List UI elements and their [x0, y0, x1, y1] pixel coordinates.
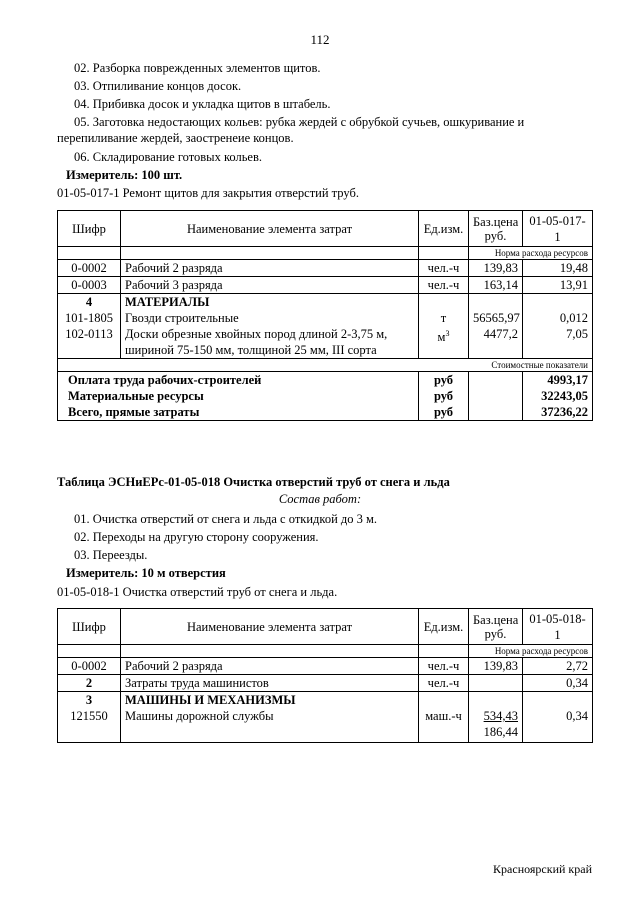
total-row: Оплата труда рабочих-строителей руб 4993,17 — [58, 372, 593, 389]
page-number: 112 — [310, 32, 330, 47]
header-item-code: 01-05-018-1 — [523, 609, 593, 645]
table-caption: Таблица ЭСНиЕРс-01-05-018 Очистка отверстий труб от снега и льда — [57, 475, 450, 489]
resource-table-2 — [57, 608, 593, 743]
header-name: Наименование элемента затрат — [121, 211, 419, 247]
table-row: 102-0113 Доски обрезные хвойных пород длиной 2-3,75 м, шириной 75-150 мм, толщиной 25 мм, III сорта $м^3$ 4477,2 7,05 — [58, 326, 593, 359]
item-title: 01-05-018-1 Очистка отверстий труб от снега и льда. — [57, 585, 338, 599]
header-unit: Ед.изм. — [419, 609, 469, 645]
header-price: Баз.цена руб. — [469, 609, 523, 645]
group-row: 4 МАТЕРИАЛЫ — [58, 294, 593, 311]
table-row: 121550 Машины дорожной службы маш.-ч 534,43 186,44 0,34 — [58, 708, 593, 742]
table-row: 0-0002 Рабочий 2 разряда чел.-ч 139,83 2,72 — [58, 658, 593, 675]
table-row: 0-0002 Рабочий 2 разряда чел.-ч 139,83 19,48 — [58, 260, 593, 277]
total-row: Материальные ресурсы руб 32243,05 — [58, 388, 593, 404]
measurer: Измеритель: 10 м отверстия — [66, 566, 226, 580]
header-price: Баз.цена руб. — [469, 211, 523, 247]
header-code: Шифр — [58, 211, 121, 247]
footer-region: Красноярский край — [493, 862, 592, 876]
work-step: 01. Очистка отверстий от снега и льда с откидкой до 3 м. — [74, 512, 378, 526]
header-name: Наименование элемента затрат — [121, 609, 419, 645]
work-step: 05. Заготовка недостающих кольев: рубка жердей с обрубкой сучьев, ошкуривание и — [74, 115, 525, 129]
composition-title: Состав работ: — [278, 492, 362, 506]
work-step-continuation: перепиливание жердей, заостренеие концов. — [57, 131, 294, 145]
item-title: 01-05-017-1 Ремонт щитов для закрытия отверстий труб. — [57, 186, 359, 200]
work-step: 06. Складирование готовых кольев. — [74, 150, 262, 164]
measurer: Измеритель: 100 шт. — [66, 168, 183, 182]
total-row: Всего, прямые затраты руб 37236,22 — [58, 404, 593, 421]
cost-label: Стоимостные показатели — [58, 359, 593, 372]
table-row: 101-1805 Гвозди строительные т 56565,97 0,012 — [58, 310, 593, 326]
header-unit: Ед.изм. — [419, 211, 469, 247]
table-row: 2 Затраты труда машинистов чел.-ч 0,34 — [58, 675, 593, 692]
work-step: 02. Переходы на другую сторону сооружения. — [74, 530, 319, 544]
work-step: 02. Разборка поврежденных элементов щитов. — [74, 61, 321, 75]
resource-table-1 — [57, 210, 593, 421]
group-row: 3 МАШИНЫ И МЕХАНИЗМЫ — [58, 692, 593, 709]
norm-label: Норма расхода ресурсов — [469, 247, 593, 260]
header-code: Шифр — [58, 609, 121, 645]
work-step: 04. Прибивка досок и укладка щитов в штабель. — [74, 97, 331, 111]
table-row: 0-0003 Рабочий 3 разряда чел.-ч 163,14 13,91 — [58, 277, 593, 294]
header-item-code: 01-05-017-1 — [523, 211, 593, 247]
work-step: 03. Отпиливание концов досок. — [74, 79, 242, 93]
norm-label: Норма расхода ресурсов — [469, 645, 593, 658]
work-step: 03. Переезды. — [74, 548, 148, 562]
